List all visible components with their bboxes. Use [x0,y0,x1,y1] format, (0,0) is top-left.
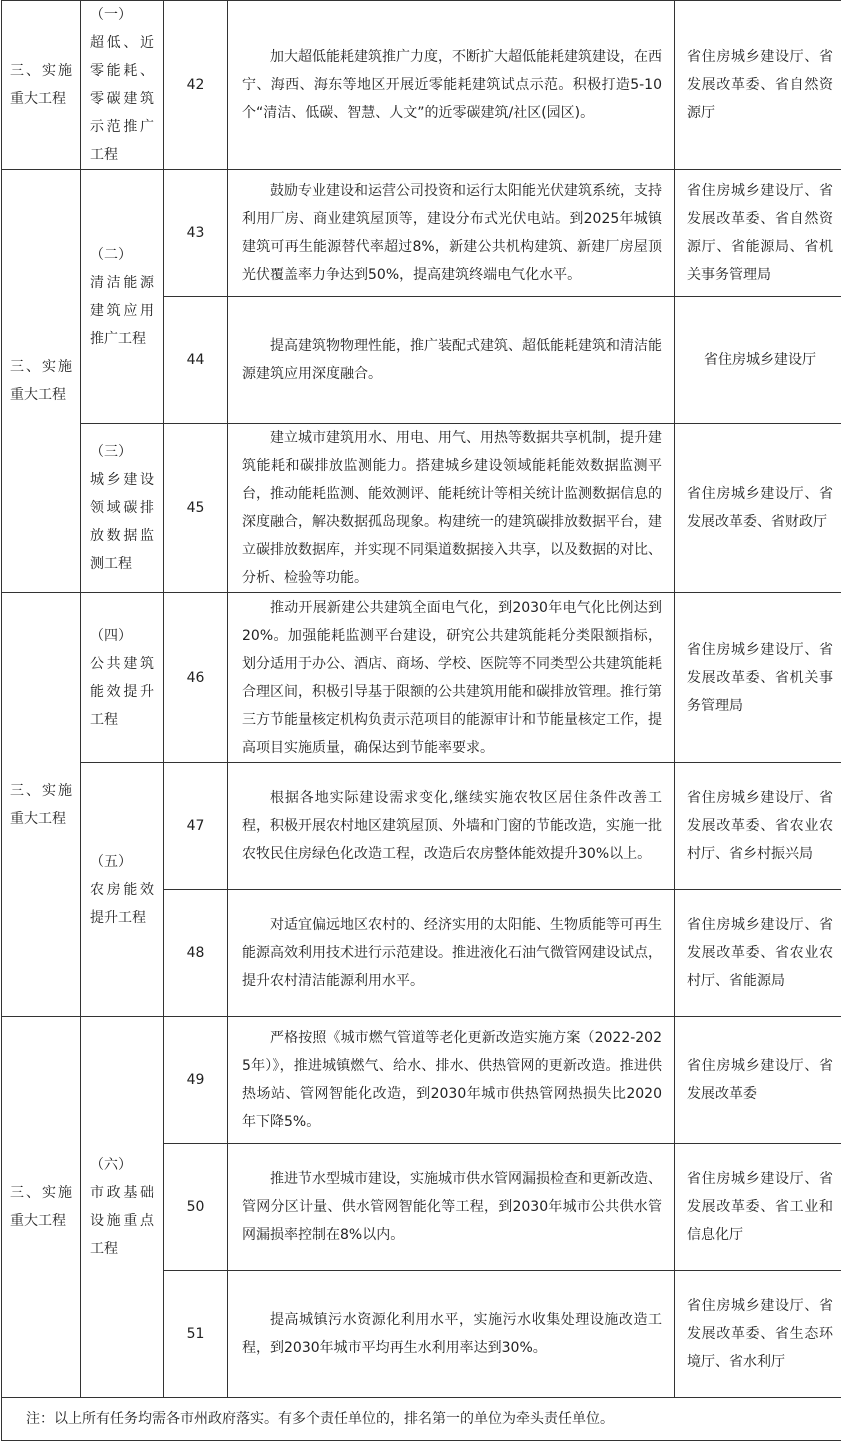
subcategory-cell [81,170,164,424]
subcategory-name: 市政基础设施重点工程 [90,1185,154,1257]
subcategory-number: （六） [90,1151,154,1179]
subcategory-cell [81,593,164,763]
task-number: 49 [164,1017,228,1144]
category-cell: 三、实施重大工程 [2,593,81,1017]
responsible-departments: 省住房城乡建设厅、省发展改革委、省机关事务管理局 [675,593,841,763]
subcategory-number: （一） [90,1,154,29]
table-note: 注：以上所有任务均需各市州政府落实。有多个责任单位的，排名第一的单位为牵头责任单位。 [2,1398,841,1441]
subcategory-number: （二） [90,241,154,269]
task-number: 50 [164,1144,228,1271]
responsible-departments: 省住房城乡建设厅、省发展改革委、省工业和信息化厅 [675,1144,841,1271]
responsible-departments: 省住房城乡建设厅 [675,297,841,424]
table-row [2,1,841,170]
task-number: 47 [164,763,228,890]
subcategory-name: 超低、近零能耗、零碳建筑示范推广工程 [90,35,154,163]
note-row [2,1398,841,1441]
task-number: 46 [164,593,228,763]
task-description: 根据各地实际建设需求变化,继续实施农牧区居住条件改善工程，积极开展农村地区建筑屋顶、外墙和门窗的节能改造，实施一批农牧民住房绿色化改造工程，改造后农房整体能效提升30%以上。 [228,763,675,890]
subcategory-number: （五） [90,848,154,876]
task-description: 推进节水型城市建设，实施城市供水管网漏损检查和更新改造、管网分区计量、供水管网智能化等工程，到2030年城市公共供水管网漏损率控制在8%以内。 [228,1144,675,1271]
table-row [2,593,841,763]
table-row [2,763,841,890]
task-table [1,0,841,1441]
task-description: 严格按照《城市燃气管道等老化更新改造实施方案（2022-2025年）》，推进城镇燃气、给水、排水、供热管网的更新改造。推进供热场站、管网智能化改造，到2030年城市供热管网热损失比2020年下降5%。 [228,1017,675,1144]
responsible-departments: 省住房城乡建设厅、省发展改革委、省生态环境厅、省水利厅 [675,1271,841,1398]
task-description: 鼓励专业建设和运营公司投资和运行太阳能光伏建筑系统，支持利用厂房、商业建筑屋顶等，建设分布式光伏电站。到2025年城镇建筑可再生能源替代率超过8%，新建公共机构建筑、新建厂房屋顶光伏覆盖率力争达到50%，提高建筑终端电气化水平。 [228,170,675,297]
responsible-departments: 省住房城乡建设厅、省发展改革委、省自然资源厅 [675,1,841,170]
task-number: 43 [164,170,228,297]
subcategory-number: （四） [90,622,154,650]
responsible-departments: 省住房城乡建设厅、省发展改革委 [675,1017,841,1144]
table-row [2,1017,841,1144]
task-description: 建立城市建筑用水、用电、用气、用热等数据共享机制，提升建筑能耗和碳排放监测能力。搭建城乡建设领域能耗能效数据监测平台，推动能耗监测、能效测评、能耗统计等相关统计监测数据信息的深度融合，解决数据孤岛现象。构建统一的建筑碳排放数据平台，建立碳排放数据库，并实现不同渠道数据接入共享，以及数据的对比、分析、检验等功能。 [228,424,675,593]
task-description: 推动开展新建公共建筑全面电气化，到2030年电气化比例达到20%。加强能耗监测平台建设，研究公共建筑能耗分类限额指标，划分适用于办公、酒店、商场、学校、医院等不同类型公共建筑能耗合理区间，积极引导基于限额的公共建筑用能和碳排放管理。推行第三方节能量核定机构负责示范项目的能源审计和节能量核定工作，提高项目实施质量，确保达到节能率要求。 [228,593,675,763]
task-number: 51 [164,1271,228,1398]
subcategory-name: 城乡建设领域碳排放数据监测工程 [90,472,154,572]
responsible-departments: 省住房城乡建设厅、省发展改革委、省财政厅 [675,424,841,593]
task-description: 对适宜偏远地区农村的、经济实用的太阳能、生物质能等可再生能源高效利用技术进行示范建设。推进液化石油气微管网建设试点，提升农村清洁能源利用水平。 [228,890,675,1017]
responsible-departments: 省住房城乡建设厅、省发展改革委、省农业农村厅、省能源局 [675,890,841,1017]
task-description: 加大超低能耗建筑推广力度，不断扩大超低能耗建筑建设，在西宁、海西、海东等地区开展近零能耗建筑试点示范。积极打造5-10个“清洁、低碳、智慧、人文”的近零碳建筑/社区(园区)。 [228,1,675,170]
table-row [2,424,841,593]
task-description: 提高城镇污水资源化利用水平，实施污水收集处理设施改造工程，到2030年城市平均再生水利用率达到30%。 [228,1271,675,1398]
category-cell: 三、实施重大工程 [2,1017,81,1398]
task-description: 提高建筑物物理性能，推广装配式建筑、超低能耗建筑和清洁能源建筑应用深度融合。 [228,297,675,424]
category-cell: 三、实施重大工程 [2,170,81,593]
task-number: 42 [164,1,228,170]
subcategory-cell [81,424,164,593]
subcategory-name: 清洁能源建筑应用推广工程 [90,275,154,347]
subcategory-cell [81,1017,164,1398]
subcategory-cell [81,763,164,1017]
table-row [2,170,841,297]
subcategory-name: 农房能效提升工程 [90,882,154,926]
task-number: 45 [164,424,228,593]
subcategory-number: （三） [90,438,154,466]
task-number: 44 [164,297,228,424]
task-number: 48 [164,890,228,1017]
responsible-departments: 省住房城乡建设厅、省发展改革委、省自然资源厅、省能源局、省机关事务管理局 [675,170,841,297]
responsible-departments: 省住房城乡建设厅、省发展改革委、省农业农村厅、省乡村振兴局 [675,763,841,890]
category-cell: 三、实施重大工程 [2,1,81,170]
subcategory-name: 公共建筑能效提升工程 [90,656,154,728]
subcategory-cell [81,1,164,170]
